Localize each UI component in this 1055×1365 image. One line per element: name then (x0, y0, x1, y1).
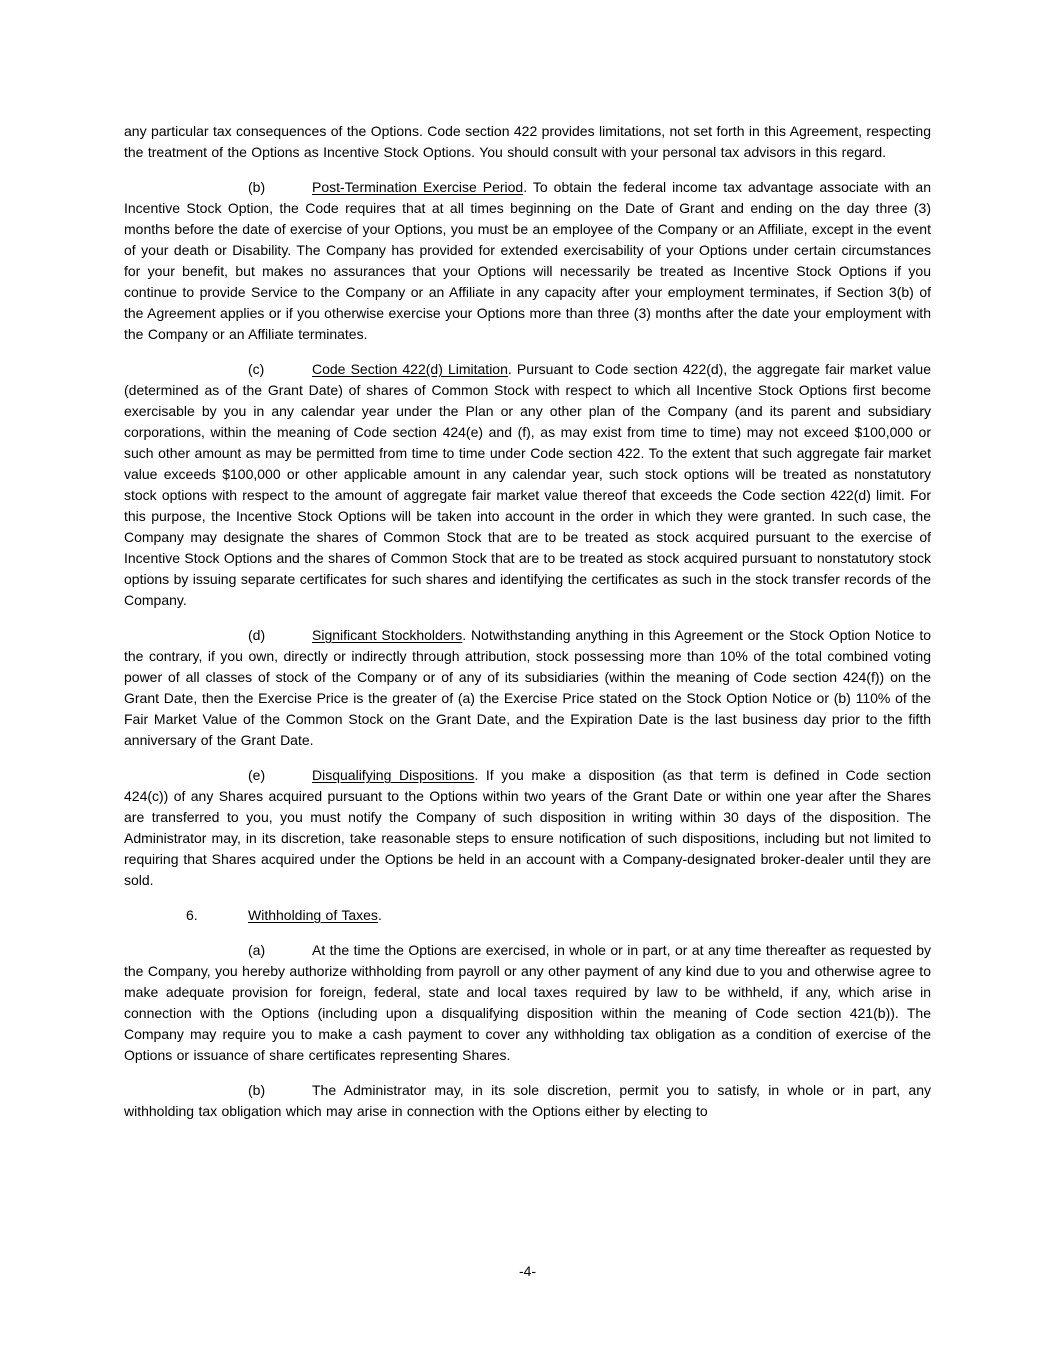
paragraph-withholding-b (124, 1080, 931, 1122)
tab-spacer (124, 779, 248, 780)
tab-spacer (124, 191, 248, 192)
paragraph-text: . Notwithstanding anything in this Agreement or the Stock Option Notice to the contrary, if you own, directly or indirectly through attribution, stock possessing more than 10% of the total combined voting power of all classes of stock of the Company or of any of its subsidiaries (within the meaning of Code section 424(f)) on the Grant Date, then the Exercise Price is the greater of (a) the Exercise Price stated on the Stock Option Notice or (b) 110% of the Fair Market Value of the Common Stock on the Grant Date, and the Expiration Date is the last business day prior to the fifth anniversary of the Grant Date. (124, 627, 931, 748)
paragraph-withholding-a (124, 940, 931, 1066)
list-label-c: (c) (248, 361, 265, 377)
paragraph-significant-stockholders (124, 625, 931, 751)
section-heading-text: Withholding of Taxes (248, 907, 378, 923)
list-label-e: (e) (248, 767, 266, 783)
paragraph-text: . If you make a disposition (as that term is defined in Code section 424(c)) of any Shares acquired pursuant to the Options within two years of the Grant Date or within one year after the Shares are transferred to you, you must notify the Company of such disposition in writing within 30 days of the disposition. The Administrator may, in its discretion, take reasonable steps to ensure notification of such dispositions, including but not limited to requiring that Shares acquired under the Options be held in an account with a Company-designated broker-dealer until they are sold. (124, 767, 931, 888)
tab-spacer (124, 373, 248, 374)
paragraph-disqualifying-dispositions (124, 765, 931, 891)
paragraph-text: The Administrator may, in its sole discretion, permit you to satisfy, in whole or in part, any withholding tax obligation which may arise in connection with the Options either by electing to (124, 1082, 931, 1119)
paragraph-text: . Pursuant to Code section 422(d), the aggregate fair market value (determined as of the Grant Date) of shares of Common Stock with respect to which all Incentive Stock Options first become exercisable by you in any calendar year under the Plan or any other plan of the Company (and its parent and subsidiary corporations, within the meaning of Code section 424(e) and (f), as may exist from time to time) may not exceed $100,000 or such other amount as may be permitted from time to time under Code section 422. To the extent that such aggregate fair market value exceeds $100,000 or other applicable amount in any calendar year, such stock options will be treated as nonstatutory stock options with respect to the amount of aggregate fair market value thereof that exceeds the Code section 422(d) limit. For this purpose, the Incentive Stock Options will be taken into account in the order in which they were granted. In such case, the Company may designate the shares of Common Stock that are to be treated as stock acquired pursuant to the exercise of Incentive Stock Options and the shares of Common Stock that are to be treated as stock acquired pursuant to nonstatutory stock options by issuing separate certificates for such shares and identifying the certificates as such in the stock transfer records of the Company. (124, 361, 931, 608)
tab-spacer (124, 639, 248, 640)
paragraph-continuation: any particular tax consequences of the Options. Code section 422 provides limitations, not set forth in this Agreement, respecting the treatment of the Options as Incentive Stock Options. You should consult with your personal tax advisors in this regard. (124, 123, 931, 160)
subsection-heading-422d-limitation: Code Section 422(d) Limitation (312, 361, 508, 377)
tab-spacer (124, 954, 248, 955)
subsection-heading-significant-stockholders: Significant Stockholders (312, 627, 463, 643)
section-number: 6. (186, 907, 198, 923)
heading-period: . (377, 907, 382, 923)
paragraph-text: . To obtain the federal income tax advantage associate with an Incentive Stock Option, the Code requires that at all times beginning on the Date of Grant and ending on the day three (3) months before the date of exercise of your Options, you must be an employee of the Company or an Affiliate, except in the event of your death or Disability. The Company has provided for extended exercisability of your Options under certain circumstances for your benefit, but makes no assurances that your Options will necessarily be treated as Incentive Stock Options if you continue to provide Service to the Company or an Affiliate in any capacity after your employment terminates, if Section 3(b) of the Agreement applies or if you otherwise exercise your Options more than three (3) months after the date your employment with the Company or an Affiliate terminates. (124, 179, 931, 342)
document-body (124, 121, 931, 1136)
section-heading-withholding-of-taxes (124, 905, 931, 926)
subsection-heading-post-termination: Post-Termination Exercise Period (312, 179, 524, 195)
list-label-b2: (b) (248, 1082, 266, 1098)
tab-spacer (124, 1094, 248, 1095)
subsection-heading-disqualifying-dispositions: Disqualifying Dispositions (312, 767, 475, 783)
page-number: -4- (518, 1263, 537, 1279)
list-label-b: (b) (248, 179, 266, 195)
paragraph-post-termination (124, 177, 931, 345)
tab-spacer (124, 919, 186, 920)
paragraph-422d-limitation (124, 359, 931, 611)
paragraph-text: At the time the Options are exercised, in whole or in part, or at any time thereafter as requested by the Company, you hereby authorize withholding from payroll or any other payment of any kind due to you and otherwise agree to make adequate provision for foreign, federal, state and local taxes required by law to be withheld, if any, which arise in connection with the Options (including upon a disqualifying disposition within the meaning of Code section 421(b)). The Company may require you to make a cash payment to cover any withholding tax obligation as a condition of exercise of the Options or issuance of share certificates representing Shares. (124, 942, 931, 1063)
list-label-a: (a) (248, 942, 266, 958)
list-label-d: (d) (248, 627, 266, 643)
